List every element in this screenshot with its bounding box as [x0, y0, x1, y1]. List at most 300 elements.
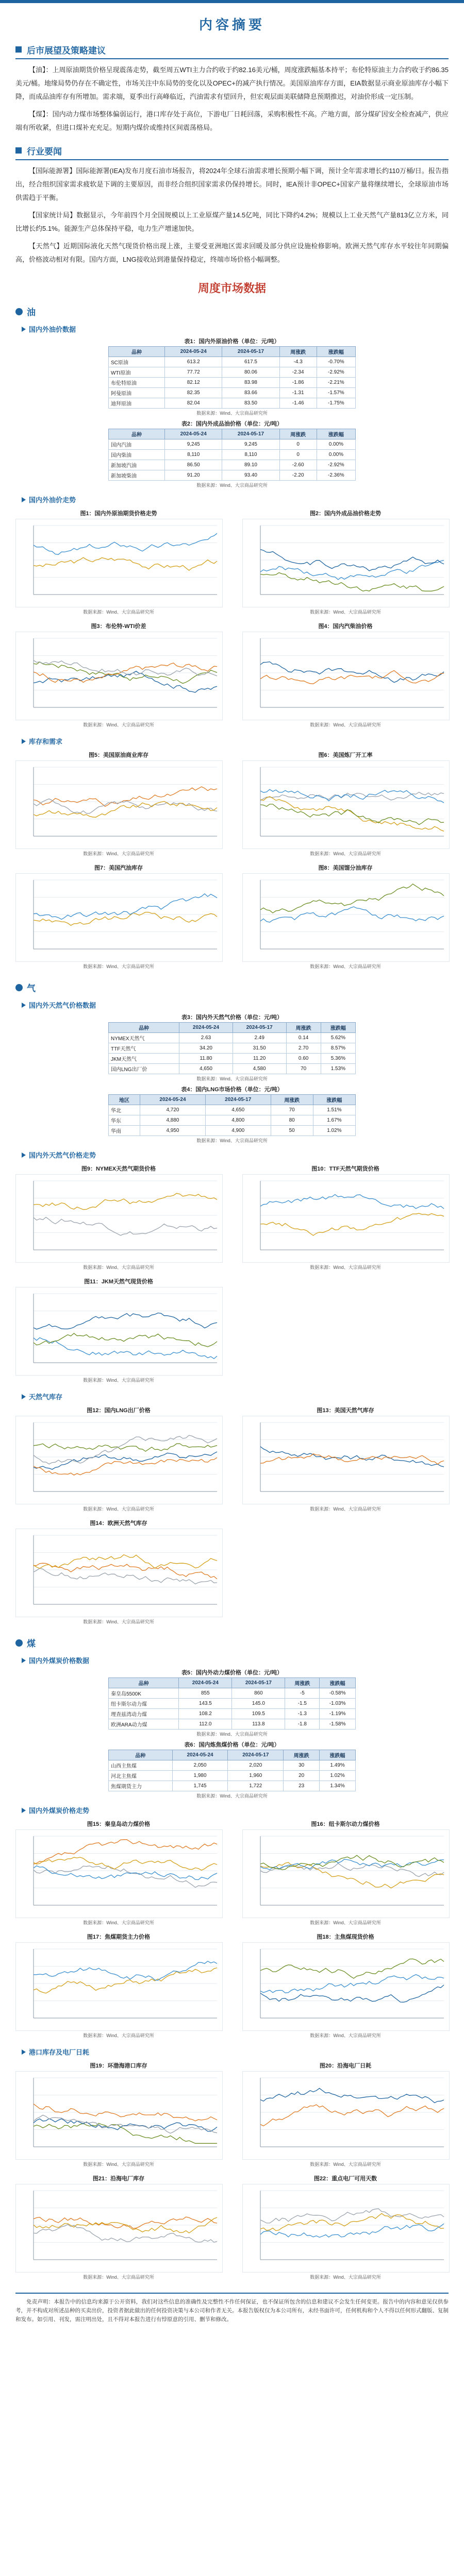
table-header-cell: 涨跌幅 — [313, 1095, 355, 1105]
table-row — [109, 1760, 356, 1771]
table-row — [109, 388, 356, 398]
region-section — [0, 305, 464, 972]
table-cell: 布伦特原油 — [109, 378, 165, 388]
table-cell: 4,800 — [205, 1115, 271, 1126]
figure — [15, 862, 222, 972]
table-cell: 1.49% — [320, 1760, 356, 1771]
table-row — [109, 398, 356, 409]
regions-container — [0, 305, 464, 2282]
series-line — [34, 1840, 217, 1865]
table-header-cell: 2024-05-24 — [179, 1023, 233, 1033]
line-chart — [15, 1416, 223, 1504]
series-line — [34, 894, 217, 920]
region-heading — [15, 1636, 449, 1649]
series-line — [260, 1959, 444, 1978]
table-cell: 82.04 — [165, 398, 222, 409]
table-header-cell: 2024-05-24 — [165, 347, 222, 357]
table-row — [109, 1699, 356, 1709]
figure-caption: 图13：美国天然气库存 — [317, 1408, 374, 1414]
table-cell: -1.5 — [285, 1699, 320, 1709]
table-source: 数据来源：Wind、大宗商品研究所 — [196, 1732, 268, 1737]
line-chart — [15, 519, 223, 607]
figure-grid — [15, 2060, 449, 2282]
figure-grid — [15, 1818, 449, 2041]
series-line — [260, 1195, 444, 1209]
data-table-block — [108, 1085, 356, 1144]
table-cell: 34.20 — [179, 1043, 233, 1054]
table-cell: -0.70% — [317, 357, 355, 367]
data-table-block — [108, 419, 356, 488]
table-cell: 9,245 — [165, 439, 222, 450]
table-row — [109, 1054, 356, 1064]
table-cell: 1.34% — [320, 1781, 356, 1791]
table-cell: -1.3 — [285, 1709, 320, 1719]
line-chart — [15, 1287, 223, 1376]
figure-source: 数据来源：Wind、大宗商品研究所 — [310, 1920, 381, 1925]
top-accent-bar — [0, 0, 464, 3]
table-source: 数据来源：Wind、大宗商品研究所 — [196, 1793, 268, 1799]
figure-source: 数据来源：Wind、大宗商品研究所 — [83, 722, 154, 727]
table-source: 数据来源：Wind、大宗商品研究所 — [196, 411, 268, 416]
table-row — [109, 1688, 356, 1699]
table-cell: 80 — [271, 1115, 313, 1126]
figure — [242, 2060, 449, 2170]
series-line — [34, 2115, 217, 2133]
table-header-cell: 涨跌幅 — [321, 1023, 355, 1033]
paragraph-coal: 【煤】：国内动力煤市场整体偏弱运行，港口库存处于高位，下游电厂日耗回落，采购积极性不高。产地方面，部分煤矿因安全检查减产，供应端有所收紧，但进口煤补充充足。短期内煤价或维持区间震荡格局。 — [15, 110, 449, 131]
figure — [15, 749, 222, 859]
series-line — [34, 1444, 217, 1451]
table-cell: 82.12 — [165, 378, 222, 388]
series-line — [260, 789, 444, 803]
paragraph-oil: 【油】：上周原油期货价格呈现震荡走势，截至周五WTI主力合约收于约82.16美元/桶，周度涨跌幅基本持平；布伦特原油主力合约收于约86.35美元/桶。地缘局势仍存在不确定性，市场关注中东局势的变化以及OPEC+的减产执行情况。美国原油库存方面，EIA数据显示商业原油库存小幅下降，而成品油库存有所增加。需求端，夏季出行高峰临近，汽油需求有望回升，但宏观层面美联储降息预期推迟，对油价形成一定压制。 — [15, 66, 449, 100]
table-cell: WTI原油 — [109, 367, 165, 378]
table-cell: 国内柴油 — [109, 450, 165, 460]
table-header-cell: 2024-05-24 — [165, 429, 222, 439]
table-cell: -2.92% — [317, 367, 355, 378]
table-cell: 2.70 — [286, 1043, 321, 1054]
table-cell: -1.86 — [279, 378, 317, 388]
figure-source: 数据来源：Wind、大宗商品研究所 — [310, 2275, 381, 2280]
data-table — [108, 1750, 356, 1791]
table-header-cell: 周涨跌 — [279, 347, 317, 357]
figure — [15, 1404, 222, 1514]
figure-caption: 图22：重点电厂可用天数 — [313, 2176, 377, 2182]
table-header-cell: 2024-05-17 — [205, 1095, 271, 1105]
subheading-label: 国内外油价走势 — [29, 496, 76, 504]
table-caption: 表5：国内外动力煤价格（单位：元/吨） — [181, 1670, 283, 1676]
region-name: 气 — [27, 984, 36, 993]
triangle-marker-icon — [22, 1153, 26, 1158]
table-cell: 11.20 — [233, 1054, 286, 1064]
figure-caption: 图19：环渤海港口库存 — [90, 2063, 147, 2069]
line-chart — [15, 1942, 223, 2031]
series-line — [34, 1458, 217, 1475]
table-cell: JKM天然气 — [109, 1054, 179, 1064]
table-cell: 4,580 — [233, 1064, 286, 1074]
table-cell: 河北主焦煤 — [109, 1771, 173, 1781]
figure-source: 数据来源：Wind、大宗商品研究所 — [310, 1506, 381, 1512]
figure-caption: 图11：JKM天然气现货价格 — [84, 1279, 153, 1285]
figure-source: 数据来源：Wind、大宗商品研究所 — [83, 2033, 154, 2038]
doc-title: 内容摘要 — [198, 18, 265, 32]
table-source: 数据来源：Wind、大宗商品研究所 — [196, 1076, 268, 1081]
figure-source: 数据来源：Wind、大宗商品研究所 — [310, 964, 381, 969]
table-cell: 4,900 — [205, 1126, 271, 1136]
line-chart — [242, 2184, 450, 2273]
table-caption: 表6：国内炼焦煤价格（单位：元/吨） — [184, 1742, 280, 1748]
series-line — [260, 2088, 444, 2103]
table-cell: 0.60 — [286, 1054, 321, 1064]
table-header-cell: 2024-05-24 — [140, 1095, 206, 1105]
table-cell: 109.5 — [232, 1709, 285, 1719]
series-line — [260, 2224, 444, 2238]
series-line — [260, 2213, 444, 2230]
series-line — [34, 1193, 217, 1210]
table-cell: 欧洲ARA动力煤 — [109, 1719, 179, 1730]
table-row — [109, 1043, 356, 1054]
data-table — [108, 1094, 356, 1136]
table-cell: 80.06 — [222, 367, 279, 378]
table-cell: 82.35 — [165, 388, 222, 398]
line-chart — [242, 1416, 450, 1504]
figure-source: 数据来源：Wind、大宗商品研究所 — [310, 2033, 381, 2038]
table-cell: 30 — [284, 1760, 320, 1771]
series-line — [260, 1447, 444, 1467]
region-dot-icon — [15, 308, 23, 315]
table-cell: 1.51% — [313, 1105, 355, 1115]
table-cell: 70 — [286, 1064, 321, 1074]
table-cell: 617.5 — [222, 357, 279, 367]
line-chart — [242, 873, 450, 962]
line-chart — [242, 2071, 450, 2160]
table-source: 数据来源：Wind、大宗商品研究所 — [196, 483, 268, 488]
line-chart — [242, 1829, 450, 1918]
region-heading — [15, 305, 449, 318]
figure — [242, 2173, 449, 2282]
table-row — [109, 367, 356, 378]
data-table-block — [108, 1668, 356, 1737]
series-line — [260, 2105, 444, 2126]
table-header-cell: 涨跌幅 — [320, 1678, 356, 1688]
table-cell: 613.2 — [165, 357, 222, 367]
triangle-marker-icon — [22, 1808, 26, 1813]
table-cell: 阿曼原油 — [109, 388, 165, 398]
figure — [242, 507, 449, 617]
table-row — [109, 470, 356, 481]
table-cell: 5.36% — [321, 1054, 355, 1064]
table-caption: 表1：国内外原油价格（单位：元/吨） — [184, 338, 280, 345]
table-cell: 8,110 — [165, 450, 222, 460]
table-header-cell: 品种 — [109, 429, 165, 439]
report-data-title: 周度市场数据 — [197, 282, 266, 295]
figure-source: 数据来源：Wind、大宗商品研究所 — [83, 609, 154, 615]
figure-grid — [15, 1404, 449, 1627]
table-cell: 1.53% — [321, 1064, 355, 1074]
triangle-marker-icon — [22, 327, 26, 332]
region-name: 煤 — [27, 1639, 36, 1649]
line-chart — [15, 2184, 223, 2273]
figure-grid — [15, 507, 449, 730]
figure-source: 数据来源：Wind、大宗商品研究所 — [83, 1920, 154, 1925]
table-cell: -2.60 — [279, 460, 317, 470]
subheading-inventory — [22, 1392, 442, 1401]
figure-caption: 图18：主焦煤现货价格 — [317, 1934, 374, 1940]
table-header-cell: 品种 — [109, 1750, 173, 1760]
series-line — [34, 1857, 217, 1870]
table-cell: 2.63 — [179, 1033, 233, 1043]
table-cell: 143.5 — [179, 1699, 232, 1709]
table-cell: 0.00% — [317, 450, 355, 460]
figure — [15, 2173, 222, 2282]
table-header-cell: 周涨跌 — [285, 1678, 320, 1688]
figure — [15, 2060, 222, 2170]
figure-source: 数据来源：Wind、大宗商品研究所 — [310, 722, 381, 727]
table-cell: 华南 — [109, 1126, 140, 1136]
figure-caption: 图9：NYMEX天然气期货价格 — [81, 1166, 156, 1172]
table-cell: 0 — [279, 450, 317, 460]
disclaimer: 免责声明：本报告中的信息均来源于公开资料，我们对这些信息的准确性及完整性不作任何保证，也不保证所包含的信息和建议不会发生任何变更。报告中的内容和意见仅供参考，并不构成对所述品种的买卖出价，投资者据此做出的任何投资决策与本公司和作者无关。本报告版权仅为本公司所有，未经书面许可，任何机构和个人不得以任何形式翻版、复制和发布。如引用、刊发，需注明出处，且不得对本报告进行有悖原意的引用、删节和修改。 — [15, 2293, 449, 2324]
table-header-cell: 周涨跌 — [286, 1023, 321, 1033]
data-table-block — [108, 1013, 356, 1082]
figure — [15, 1517, 222, 1627]
table-header-cell: 地区 — [109, 1095, 140, 1105]
figure-caption: 图14：欧洲天然气库存 — [90, 1520, 147, 1527]
figure-source: 数据来源：Wind、大宗商品研究所 — [310, 851, 381, 856]
table-header-cell: 2024-05-17 — [233, 1023, 286, 1033]
subheading-label: 港口库存及电厂日耗 — [29, 2048, 90, 2056]
figure — [15, 507, 222, 617]
table-cell: -2.36% — [317, 470, 355, 481]
figure-caption: 图20：沿海电厂日耗 — [319, 2063, 372, 2069]
table-cell: -1.75% — [317, 398, 355, 409]
figure — [15, 1276, 222, 1385]
table-caption: 表4：国内LNG市场价格（单位：元/吨） — [181, 1087, 283, 1093]
table-cell: 855 — [179, 1688, 232, 1699]
figure — [242, 749, 449, 859]
subheading-inventory — [22, 736, 442, 746]
series-line — [34, 1968, 217, 1993]
table-cell: 8.57% — [321, 1043, 355, 1054]
subheading-inventory — [22, 2047, 442, 2057]
table-header-cell: 2024-05-17 — [232, 1678, 285, 1688]
table-cell: 145.0 — [232, 1699, 285, 1709]
table-row — [109, 1781, 356, 1791]
table-cell: 113.8 — [232, 1719, 285, 1730]
triangle-marker-icon — [22, 497, 26, 502]
paragraph-news-3: 【天然气】近期国际液化天然气现货价格出现上涨，主要受亚洲地区需求回暖及部分供应设施检修影响。欧洲天然气库存水平较往年同期偏高，价格波动相对有限。国内方面，LNG接收站到港量保持稳定，终端市场价格小幅调整。 — [15, 242, 449, 263]
table-cell: -1.31 — [279, 388, 317, 398]
line-chart — [15, 1529, 223, 1617]
section-news-title: 行业要闻 — [27, 146, 62, 157]
section-outlook-heading — [15, 41, 449, 59]
line-chart — [15, 760, 223, 849]
table-row — [109, 1719, 356, 1730]
table-cell: 91.20 — [165, 470, 222, 481]
table-cell: 迪拜原油 — [109, 398, 165, 409]
table-cell: 11.80 — [179, 1054, 233, 1064]
figure-source: 数据来源：Wind、大宗商品研究所 — [310, 2162, 381, 2167]
figure-source: 数据来源：Wind、大宗商品研究所 — [83, 851, 154, 856]
table-cell: -1.19% — [320, 1709, 356, 1719]
table-cell: 77.72 — [165, 367, 222, 378]
figure-caption: 图15：秦皇岛动力煤价格 — [87, 1821, 151, 1827]
subheading-label: 国内外油价数据 — [29, 326, 76, 333]
series-line — [34, 1568, 217, 1584]
table-cell: -2.34 — [279, 367, 317, 378]
triangle-marker-icon — [22, 1394, 26, 1399]
table-header-cell: 2024-05-17 — [228, 1750, 284, 1760]
series-line — [34, 2225, 217, 2243]
table-header-cell: 涨跌幅 — [317, 347, 355, 357]
series-line — [34, 1452, 217, 1469]
table-cell: 5.62% — [321, 1033, 355, 1043]
figure-caption: 图6：美国炼厂开工率 — [318, 752, 373, 758]
figure — [15, 1163, 222, 1273]
table-cell: 31.50 — [233, 1043, 286, 1054]
figure — [242, 862, 449, 972]
figure-caption: 图16：纽卡斯尔动力煤价格 — [311, 1821, 380, 1827]
table-cell: 1,745 — [172, 1781, 228, 1791]
table-cell: 华东 — [109, 1115, 140, 1126]
figure-source: 数据来源：Wind、大宗商品研究所 — [83, 1506, 154, 1512]
table-cell: 4,650 — [179, 1064, 233, 1074]
table-cell: NYMEX天然气 — [109, 1033, 179, 1043]
line-chart — [15, 2071, 223, 2160]
figure-source: 数据来源：Wind、大宗商品研究所 — [83, 2275, 154, 2280]
series-line — [260, 573, 444, 591]
table-cell: 1.67% — [313, 1115, 355, 1126]
table-cell: 华北 — [109, 1105, 140, 1115]
region-section — [0, 981, 464, 1627]
table-cell: 0.00% — [317, 439, 355, 450]
data-table — [108, 1677, 356, 1730]
table-cell: 国内LNG出厂价 — [109, 1064, 179, 1074]
figure-source: 数据来源：Wind、大宗商品研究所 — [83, 1265, 154, 1270]
table-cell: 23 — [284, 1781, 320, 1791]
table-caption: 表3：国内外天然气价格（单位：元/吨） — [181, 1014, 283, 1021]
table-cell: 93.40 — [222, 470, 279, 481]
subheading-label: 国内外煤炭价格数据 — [29, 1657, 90, 1665]
table-cell: 8,110 — [222, 450, 279, 460]
table-cell: -5 — [285, 1688, 320, 1699]
table-cell: 89.10 — [222, 460, 279, 470]
subheading-trend — [22, 495, 442, 504]
subheading-price-data — [22, 1000, 442, 1010]
triangle-marker-icon — [22, 1003, 26, 1008]
table-cell: 1,960 — [228, 1771, 284, 1781]
subheading-trend — [22, 1805, 442, 1815]
table-row — [109, 357, 356, 367]
table-cell: 112.0 — [179, 1719, 232, 1730]
figure-source: 数据来源：Wind、大宗商品研究所 — [310, 609, 381, 615]
table-cell: 86.50 — [165, 460, 222, 470]
figure-grid — [15, 749, 449, 972]
figure — [242, 1931, 449, 2041]
table-cell: -1.8 — [285, 1719, 320, 1730]
series-line — [260, 1985, 444, 2003]
figure — [242, 620, 449, 730]
figure-caption: 图5：美国原油商业库存 — [88, 752, 149, 758]
series-line — [260, 1213, 444, 1235]
subheading-label: 国内外天然气价格走势 — [29, 1151, 96, 1159]
table-header-cell: 品种 — [109, 347, 165, 357]
table-cell: 1.02% — [320, 1771, 356, 1781]
table-cell: 理查兹湾动力煤 — [109, 1709, 179, 1719]
table-cell: 2.49 — [233, 1033, 286, 1043]
table-cell: -1.57% — [317, 388, 355, 398]
table-cell: -1.58% — [320, 1719, 356, 1730]
region-name: 油 — [27, 308, 36, 317]
subheading-label: 国内外煤炭价格走势 — [29, 1807, 90, 1815]
table-cell: 纽卡斯尔动力煤 — [109, 1699, 179, 1709]
table-cell: SC原油 — [109, 357, 165, 367]
figure-caption: 图3：布伦特-WTI价差 — [91, 623, 146, 630]
table-row — [109, 1771, 356, 1781]
section-bullet-icon — [15, 46, 22, 53]
data-table-block — [108, 337, 356, 416]
table-cell: 0 — [279, 439, 317, 450]
subheading-label: 国内外天然气价格数据 — [29, 1002, 96, 1009]
table-cell: 山西主焦煤 — [109, 1760, 173, 1771]
table-header-cell: 周涨跌 — [284, 1750, 320, 1760]
data-table — [108, 346, 356, 409]
table-caption: 表2：国内外成品油价格（单位：元/吨） — [181, 421, 283, 427]
table-cell: 50 — [271, 1126, 313, 1136]
table-header-cell: 2024-05-24 — [179, 1678, 232, 1688]
paragraph-news-2: 【国家统计局】数据显示，今年前四个月全国规模以上工业原煤产量14.5亿吨，同比下降约4.2%；规模以上工业天然气产量813亿立方米，同比增长约5.1%。能源生产总体保持平稳，电力生产增速加快。 — [15, 211, 449, 232]
data-table — [108, 429, 356, 481]
region-heading — [15, 981, 449, 994]
table-cell: 83.66 — [222, 388, 279, 398]
table-cell: 1.02% — [313, 1126, 355, 1136]
table-cell: 70 — [271, 1105, 313, 1115]
figure — [15, 620, 222, 730]
figure-grid — [15, 1163, 449, 1385]
line-chart — [242, 632, 450, 720]
series-line — [260, 884, 444, 913]
section-news-heading — [15, 142, 449, 160]
region-section — [0, 1636, 464, 2282]
subheading-price-data — [22, 324, 442, 334]
figure — [15, 1818, 222, 1928]
line-chart — [15, 1829, 223, 1918]
table-cell: 4,650 — [205, 1105, 271, 1115]
figure-source: 数据来源：Wind、大宗商品研究所 — [83, 1378, 154, 1383]
series-line — [34, 1313, 217, 1329]
table-cell: 国内汽油 — [109, 439, 165, 450]
series-line — [260, 671, 444, 684]
table-row — [109, 1115, 356, 1126]
table-row — [109, 1033, 356, 1043]
figure-caption: 图7：美国汽油库存 — [94, 865, 143, 871]
figure-source: 数据来源：Wind、大宗商品研究所 — [310, 1265, 381, 1270]
table-cell: 2,050 — [172, 1760, 228, 1771]
figure-source: 数据来源：Wind、大宗商品研究所 — [83, 2162, 154, 2167]
triangle-marker-icon — [22, 1658, 26, 1663]
series-line — [260, 804, 444, 825]
table-row — [109, 1126, 356, 1136]
line-chart — [242, 760, 450, 849]
table-cell: 9,245 — [222, 439, 279, 450]
table-cell: 2,020 — [228, 1760, 284, 1771]
subheading-label: 天然气库存 — [29, 1393, 63, 1401]
table-row — [109, 450, 356, 460]
series-line — [34, 660, 217, 676]
triangle-marker-icon — [22, 739, 26, 744]
table-cell: 4,720 — [140, 1105, 206, 1115]
figure-caption: 图2：国内外成品油价格走势 — [309, 511, 382, 517]
